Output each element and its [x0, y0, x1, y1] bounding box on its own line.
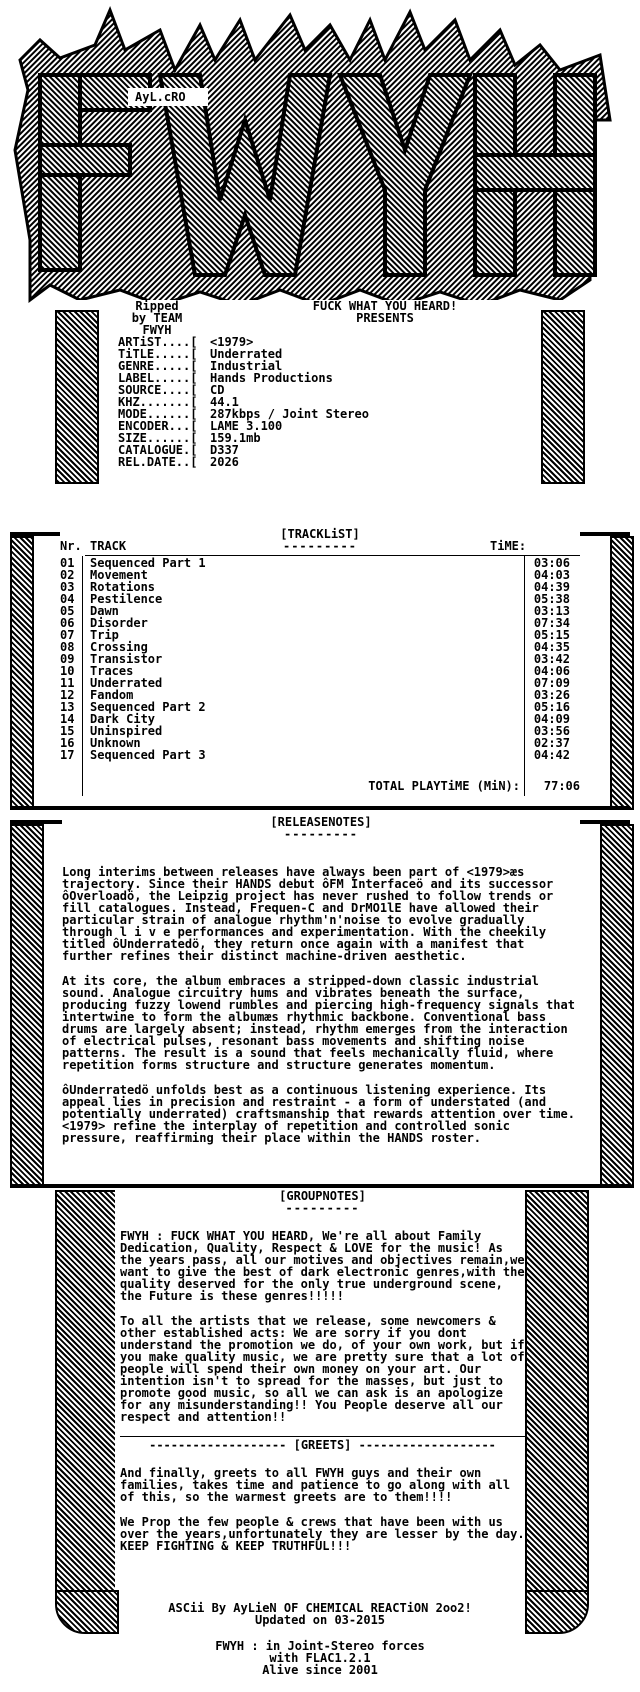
footer: [120, 1602, 520, 1676]
tracklist-underline: ---------: [282, 539, 358, 553]
releasenotes-underline: ---------: [283, 827, 359, 841]
track-row: [60, 677, 580, 689]
track-name: Fandom: [90, 688, 134, 702]
track-name: Dark City: [90, 712, 156, 726]
track-name: Underrated: [90, 676, 163, 690]
footer-flac: with FLAC1.2.1: [269, 1651, 371, 1665]
releasenotes-header: [RELEASENOTES]: [270, 815, 372, 829]
releasenotes-section: [62, 816, 580, 1157]
track-nr: 11: [60, 676, 75, 690]
footer-credit: ASCii By AyLieN OF CHEMICAL REACTiON 2oo2!: [168, 1601, 472, 1615]
col-track: TRACK: [90, 539, 127, 553]
total-label: TOTAL PLAYTiME (MiN):: [368, 779, 520, 793]
track-time: 05:38: [533, 592, 570, 606]
track-time: 03:06: [533, 556, 570, 570]
releasenotes-paragraph: At its core, the album embraces a stripped-down classic industrial sound. Analogue circuitry hums and vibrates beneath the surface, producing fuzzy lowend rumbles and piercing high-frequency signals that intertwine to form the albumæs rhythmic backbone. Conventional bass drums are largely absent; instead, rhythm emerges from the interaction of electrical pulses, resonant bass movements and shifting noise patterns. The result is a sound that feels mechanically fluid, where repetition forms structure and structure generates momentum.: [62, 974, 575, 1072]
track-nr: 13: [60, 700, 75, 714]
track-row: [60, 593, 580, 605]
info-value: <1979>: [210, 335, 254, 349]
info-value: LAME 3.100: [210, 419, 283, 433]
release-info: [118, 336, 498, 468]
track-name: Uninspired: [90, 724, 163, 738]
track-nr: 07: [60, 628, 75, 642]
track-name: Rotations: [90, 580, 156, 594]
info-key: TiTLE.....[: [118, 347, 198, 361]
info-value: CD: [210, 383, 225, 397]
notes-rule-bottom: [10, 1184, 630, 1188]
track-time: 04:03: [533, 568, 570, 582]
total-time: 77:06: [543, 779, 580, 793]
tracklist-header: [TRACKLiST]: [280, 527, 360, 541]
track-time: 03:56: [533, 724, 570, 738]
left-pillar: [55, 310, 99, 484]
track-time: 04:09: [533, 712, 570, 726]
track-name: Sequenced Part 3: [90, 748, 206, 762]
footer-spike-left: [55, 1590, 119, 1634]
group-left-pillar: [55, 1190, 119, 1594]
releasenotes-paragraph: Long interims between releases have always been part of <1979>æs trajectory. Since their HANDS debut ôFM Interfaceö and its successor ôOverloadö, the Leipzig project has never rushed to follow trends or fill catalogues. Instead, Frequen-C and DrMO1lE have allowed their particular strain of analogue rhythm'n'noise to evolve gradually through l i v e performances and experimentation. With the cheekily titled ôUnderratedö, they return once again with a manifest that further refines their distinct machine-driven aesthetic.: [62, 865, 554, 963]
intro-panel: [55, 300, 585, 500]
info-value: 44.1: [210, 395, 239, 409]
tracklist-left-border: [10, 536, 34, 810]
track-nr: 08: [60, 640, 75, 654]
right-pillar: [541, 310, 585, 484]
footer-alive: Alive since 2001: [262, 1663, 378, 1677]
info-key: SIZE......[: [118, 431, 198, 445]
track-nr: 15: [60, 724, 75, 738]
track-time: 07:34: [533, 616, 570, 630]
releasenotes-paragraph: ôUnderratedö unfolds best as a continuous listening experience. Its appeal lies in precision and restraint - a form of understated (and potentially underrated) craftsmanship that rewards attention over time. <1979> refine the interplay of repetition and controlled sonic pressure, reaffirming their place within the HANDS roster.: [62, 1083, 575, 1145]
track-name: Transistor: [90, 652, 163, 666]
total-row: [60, 780, 580, 792]
track-time: 05:16: [533, 700, 570, 714]
ripped-line-2: by TEAM: [131, 311, 183, 325]
greets-divider: ------------------- [GREETS] -------------------: [120, 1436, 525, 1451]
track-time: 04:06: [533, 664, 570, 678]
info-key: REL.DATE..[: [118, 455, 198, 469]
track-nr: 01: [60, 556, 75, 570]
ripped-line-1: Ripped: [135, 299, 179, 313]
info-key: KHZ.......[: [118, 395, 198, 409]
track-nr: 17: [60, 748, 75, 762]
track-nr: 03: [60, 580, 75, 594]
tracklist-right-border: [610, 536, 634, 810]
track-name: Crossing: [90, 640, 148, 654]
footer-forces: FWYH : in Joint-Stereo forces: [215, 1639, 425, 1653]
track-time: 07:09: [533, 676, 570, 690]
info-value: Industrial: [210, 359, 283, 373]
track-time: 03:13: [533, 604, 570, 618]
track-time: 05:15: [533, 628, 570, 642]
track-name: Movement: [90, 568, 148, 582]
track-nr: 14: [60, 712, 75, 726]
track-time: 03:42: [533, 652, 570, 666]
info-key: SOURCE....[: [118, 383, 198, 397]
greets-paragraph: And finally, greets to all FWYH guys and their own families, takes time and patience to go along with all of this, so the warmest greets are to them!!!!: [120, 1466, 511, 1504]
track-name: Disorder: [90, 616, 148, 630]
track-name: Traces: [90, 664, 134, 678]
info-key: MODE......[: [118, 407, 198, 421]
track-nr: 12: [60, 688, 75, 702]
track-time: 02:37: [533, 736, 570, 750]
track-nr: 06: [60, 616, 75, 630]
track-name: Dawn: [90, 604, 119, 618]
groupnotes-underline: ---------: [285, 1201, 360, 1215]
track-name: Sequenced Part 2: [90, 700, 206, 714]
track-nr: 02: [60, 568, 75, 582]
track-nr: 09: [60, 652, 75, 666]
presents-line-1: FUCK WHAT YOU HEARD!: [312, 299, 458, 313]
col-time: TiME:: [490, 539, 527, 553]
track-name: Unknown: [90, 736, 141, 750]
info-key: ARTiST....[: [118, 335, 198, 349]
groupnotes-section: [120, 1190, 525, 1565]
track-name: Trip: [90, 628, 119, 642]
groupnotes-paragraph: To all the artists that we release, some newcomers & other established acts: We are sorry if you dont understand the promotion we do, of your own work, but if you make quality music, we are pretty sure that a lot of people will spend their own money on your art. Our intention isn't to spread for the masses, but just to promote good music, so all we can ask is an apologize for any misunderstanding!! You People deserve all our respect and attention!!: [120, 1314, 525, 1424]
track-row: [60, 653, 580, 665]
fwyh-logo: [0, 0, 640, 315]
presents-line-2: PRESENTS: [356, 311, 414, 325]
info-value: Hands Productions: [210, 371, 333, 385]
info-key: CATALOGUE.[: [118, 443, 198, 457]
info-value: 287kbps / Joint Stereo: [210, 407, 369, 421]
track-row: [60, 617, 580, 629]
track-name: Sequenced Part 1: [90, 556, 206, 570]
footer-spike-right: [525, 1590, 589, 1634]
ripped-line-3: FWYH: [142, 323, 172, 337]
track-list: [60, 557, 580, 761]
info-key: LABEL.....[: [118, 371, 198, 385]
info-key: ENCODER...[: [118, 419, 198, 433]
col-nr: Nr.: [60, 539, 82, 553]
info-value: 159.1mb: [210, 431, 261, 445]
track-row: [60, 749, 580, 761]
track-nr: 16: [60, 736, 75, 750]
track-time: 03:26: [533, 688, 570, 702]
info-value: 2026: [210, 455, 239, 469]
track-name: Pestilence: [90, 592, 163, 606]
track-time: 04:35: [533, 640, 570, 654]
info-value: Underrated: [210, 347, 283, 361]
groupnotes-header: [GROUPNOTES]: [279, 1189, 366, 1203]
track-time: 04:39: [533, 580, 570, 594]
tracklist-rule-bottom: [10, 806, 630, 810]
group-right-pillar: [525, 1190, 589, 1594]
info-key: GENRE.....[: [118, 359, 198, 373]
groupnotes-paragraph: FWYH : FUCK WHAT YOU HEARD, We're all about Family Dedication, Quality, Respect & LOVE for the music! As the years pass, all our motives and objectives remain,we want to give the best of dark electronic genres,with the quality deserved for the only true underground scene, the Future is these genres!!!!!: [120, 1229, 525, 1303]
track-nr: 05: [60, 604, 75, 618]
track-time: 04:42: [533, 748, 570, 762]
footer-updated: Updated on 03-2015: [254, 1613, 386, 1627]
track-nr: 10: [60, 664, 75, 678]
logo-tag: AyL.cRO: [135, 90, 186, 104]
notes-left-border: [10, 824, 44, 1188]
notes-right-border: [600, 824, 634, 1188]
info-value: D337: [210, 443, 239, 457]
greets-paragraph: We Prop the few people & crews that have been with us over the years,unfortunately they are lesser by the day. KEEP FIGHTING & KEEP TRUTHFUL!!!: [120, 1515, 525, 1553]
track-nr: 04: [60, 592, 75, 606]
